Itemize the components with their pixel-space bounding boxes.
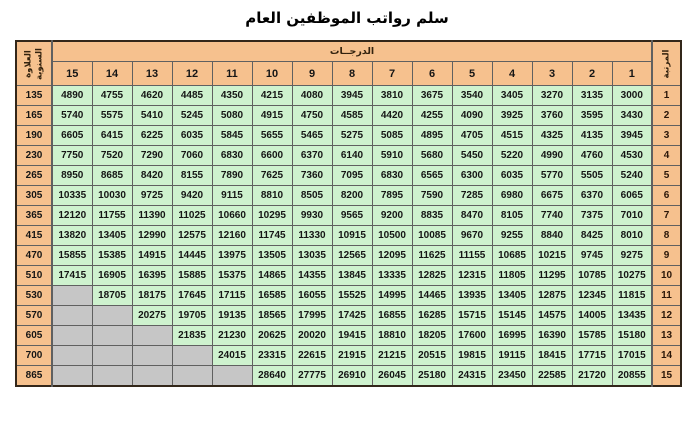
salary-cell: 16395 [132, 266, 172, 286]
salary-cell: 15855 [52, 246, 92, 266]
salary-cell: 9255 [492, 226, 532, 246]
salary-cell: 27775 [292, 366, 332, 387]
salary-cell: 6140 [332, 146, 372, 166]
salary-cell: 17115 [212, 286, 252, 306]
table-row [16, 346, 681, 366]
increment-cell: 415 [16, 226, 52, 246]
salary-cell: 4760 [572, 146, 612, 166]
salary-cell: 18415 [532, 346, 572, 366]
salary-cell: 16285 [412, 306, 452, 326]
salary-cell: 4530 [612, 146, 652, 166]
table-row [16, 186, 681, 206]
salary-cell: 12315 [452, 266, 492, 286]
salary-cell: 7375 [572, 206, 612, 226]
empty-cell [52, 286, 92, 306]
salary-cell: 8810 [252, 186, 292, 206]
salary-cell: 21230 [212, 326, 252, 346]
salary-cell: 10215 [532, 246, 572, 266]
salary-cell: 8505 [292, 186, 332, 206]
salary-cell: 15180 [612, 326, 652, 346]
salary-cell: 15385 [92, 246, 132, 266]
salary-cell: 4750 [292, 106, 332, 126]
table-row [16, 306, 681, 326]
salary-cell: 6675 [532, 186, 572, 206]
grade-column-header: 2 [572, 62, 612, 86]
salary-cell: 13435 [612, 306, 652, 326]
empty-cell [92, 306, 132, 326]
table-row [16, 126, 681, 146]
salary-cell: 3810 [372, 86, 412, 106]
rank-cell: 11 [652, 286, 681, 306]
salary-cell: 17425 [332, 306, 372, 326]
grade-column-header: 11 [212, 62, 252, 86]
salary-scale-table [15, 40, 682, 387]
rank-cell: 6 [652, 186, 681, 206]
salary-cell: 16995 [492, 326, 532, 346]
salary-cell: 6035 [172, 126, 212, 146]
salary-cell: 13935 [452, 286, 492, 306]
salary-cell: 14865 [252, 266, 292, 286]
grade-columns-row [16, 62, 681, 86]
salary-cell: 15885 [172, 266, 212, 286]
table-row [16, 326, 681, 346]
increment-cell: 865 [16, 366, 52, 387]
salary-cell: 3000 [612, 86, 652, 106]
salary-cell: 10295 [252, 206, 292, 226]
salary-cell: 13035 [292, 246, 332, 266]
salary-cell: 11155 [452, 246, 492, 266]
salary-cell: 3945 [612, 126, 652, 146]
empty-cell [132, 366, 172, 387]
rank-cell: 10 [652, 266, 681, 286]
salary-cell: 7890 [212, 166, 252, 186]
table-row [16, 106, 681, 126]
salary-cell: 10500 [372, 226, 412, 246]
salary-cell: 8470 [452, 206, 492, 226]
increment-cell: 365 [16, 206, 52, 226]
rank-cell: 13 [652, 326, 681, 346]
rank-cell: 5 [652, 166, 681, 186]
salary-cell: 5245 [172, 106, 212, 126]
rank-cell: 2 [652, 106, 681, 126]
salary-cell: 4080 [292, 86, 332, 106]
salary-cell: 8200 [332, 186, 372, 206]
salary-cell: 13335 [372, 266, 412, 286]
increment-cell: 305 [16, 186, 52, 206]
salary-cell: 6415 [92, 126, 132, 146]
salary-cell: 21835 [172, 326, 212, 346]
salary-cell: 9420 [172, 186, 212, 206]
salary-cell: 11295 [532, 266, 572, 286]
rank-cell: 15 [652, 366, 681, 387]
salary-cell: 23450 [492, 366, 532, 387]
salary-cell: 3595 [572, 106, 612, 126]
salary-cell: 9670 [452, 226, 492, 246]
salary-cell: 20275 [132, 306, 172, 326]
salary-cell: 14355 [292, 266, 332, 286]
salary-cell: 20515 [412, 346, 452, 366]
table-row [16, 246, 681, 266]
salary-cell: 20020 [292, 326, 332, 346]
salary-cell: 14005 [572, 306, 612, 326]
salary-cell: 5080 [212, 106, 252, 126]
salary-cell: 4515 [492, 126, 532, 146]
empty-cell [52, 366, 92, 387]
salary-cell: 4585 [332, 106, 372, 126]
salary-cell: 7060 [172, 146, 212, 166]
increment-cell: 510 [16, 266, 52, 286]
empty-cell [92, 346, 132, 366]
salary-cell: 15715 [452, 306, 492, 326]
empty-cell [212, 366, 252, 387]
salary-cell: 26045 [372, 366, 412, 387]
salary-cell: 13505 [252, 246, 292, 266]
salary-cell: 13845 [332, 266, 372, 286]
salary-cell: 6830 [372, 166, 412, 186]
salary-cell: 6065 [612, 186, 652, 206]
salary-cell: 5450 [452, 146, 492, 166]
salary-cell: 18705 [92, 286, 132, 306]
salary-cell: 15785 [572, 326, 612, 346]
salary-cell: 7895 [372, 186, 412, 206]
salary-cell: 12875 [532, 286, 572, 306]
salary-cell: 6605 [52, 126, 92, 146]
increment-cell: 230 [16, 146, 52, 166]
salary-cell: 6980 [492, 186, 532, 206]
salary-cell: 12160 [212, 226, 252, 246]
salary-cell: 11390 [132, 206, 172, 226]
grade-column-header: 4 [492, 62, 532, 86]
salary-cell: 4705 [452, 126, 492, 146]
salary-cell: 4620 [132, 86, 172, 106]
salary-cell: 26910 [332, 366, 372, 387]
increment-cell: 265 [16, 166, 52, 186]
salary-cell: 8155 [172, 166, 212, 186]
salary-cell: 19135 [212, 306, 252, 326]
header-row-top [16, 41, 681, 62]
salary-cell: 3430 [612, 106, 652, 126]
salary-cell: 16855 [372, 306, 412, 326]
salary-cell: 8010 [612, 226, 652, 246]
salary-cell: 10275 [612, 266, 652, 286]
salary-cell: 5575 [92, 106, 132, 126]
rank-header-label: المرتبة [661, 49, 672, 78]
salary-cell: 17600 [452, 326, 492, 346]
salary-cell: 10660 [212, 206, 252, 226]
salary-cell: 7750 [52, 146, 92, 166]
salary-cell: 5410 [132, 106, 172, 126]
salary-cell: 5085 [372, 126, 412, 146]
table-row [16, 266, 681, 286]
salary-cell: 4485 [172, 86, 212, 106]
salary-cell: 5505 [572, 166, 612, 186]
salary-cell: 19815 [452, 346, 492, 366]
salary-cell: 17645 [172, 286, 212, 306]
salary-cell: 9115 [212, 186, 252, 206]
salary-cell: 3945 [332, 86, 372, 106]
salary-cell: 18205 [412, 326, 452, 346]
salary-cell: 6565 [412, 166, 452, 186]
salary-cell: 5680 [412, 146, 452, 166]
increment-cell: 530 [16, 286, 52, 306]
increment-cell: 135 [16, 86, 52, 106]
salary-cell: 4255 [412, 106, 452, 126]
salary-cell: 17015 [612, 346, 652, 366]
salary-cell: 6600 [252, 146, 292, 166]
salary-cell: 7740 [532, 206, 572, 226]
salary-cell: 4420 [372, 106, 412, 126]
grade-column-header: 5 [452, 62, 492, 86]
increment-cell: 605 [16, 326, 52, 346]
rank-cell: 7 [652, 206, 681, 226]
salary-cell: 11025 [172, 206, 212, 226]
salary-cell: 25180 [412, 366, 452, 387]
increment-cell: 470 [16, 246, 52, 266]
salary-cell: 11815 [612, 286, 652, 306]
rank-cell: 1 [652, 86, 681, 106]
increment-cell: 700 [16, 346, 52, 366]
salary-cell: 8685 [92, 166, 132, 186]
salary-cell: 20855 [612, 366, 652, 387]
grade-column-header: 6 [412, 62, 452, 86]
empty-cell [172, 366, 212, 387]
rank-cell: 3 [652, 126, 681, 146]
salary-cell: 4350 [212, 86, 252, 106]
salary-cell: 11330 [292, 226, 332, 246]
salary-cell: 3760 [532, 106, 572, 126]
salary-cell: 6225 [132, 126, 172, 146]
salary-cell: 3540 [452, 86, 492, 106]
salary-cell: 13405 [92, 226, 132, 246]
salary-cell: 10915 [332, 226, 372, 246]
salary-cell: 4215 [252, 86, 292, 106]
salary-cell: 16055 [292, 286, 332, 306]
salary-cell: 10085 [412, 226, 452, 246]
salary-cell: 8425 [572, 226, 612, 246]
table-row [16, 366, 681, 387]
salary-cell: 8835 [412, 206, 452, 226]
salary-cell: 10335 [52, 186, 92, 206]
grades-header: الدرجــات [52, 41, 652, 62]
salary-cell: 5845 [212, 126, 252, 146]
salary-cell: 9725 [132, 186, 172, 206]
salary-cell: 11805 [492, 266, 532, 286]
salary-cell: 7285 [452, 186, 492, 206]
salary-cell: 5240 [612, 166, 652, 186]
salary-cell: 6830 [212, 146, 252, 166]
salary-cell: 8840 [532, 226, 572, 246]
rank-cell: 9 [652, 246, 681, 266]
empty-cell [52, 326, 92, 346]
salary-cell: 11625 [412, 246, 452, 266]
salary-cell: 5275 [332, 126, 372, 146]
salary-cell: 4890 [52, 86, 92, 106]
table-row [16, 86, 681, 106]
salary-cell: 21720 [572, 366, 612, 387]
salary-cell: 24015 [212, 346, 252, 366]
empty-cell [132, 326, 172, 346]
salary-cell: 5220 [492, 146, 532, 166]
salary-cell: 10030 [92, 186, 132, 206]
salary-cell: 9565 [332, 206, 372, 226]
salary-cell: 19705 [172, 306, 212, 326]
salary-cell: 15525 [332, 286, 372, 306]
page-title: سلم رواتب الموظفين العام [245, 9, 449, 27]
salary-cell: 12825 [412, 266, 452, 286]
salary-cell: 15145 [492, 306, 532, 326]
salary-cell: 19115 [492, 346, 532, 366]
empty-cell [172, 346, 212, 366]
increment-cell: 570 [16, 306, 52, 326]
salary-cell: 22585 [532, 366, 572, 387]
salary-cell: 4090 [452, 106, 492, 126]
salary-cell: 21215 [372, 346, 412, 366]
salary-cell: 7360 [292, 166, 332, 186]
salary-cell: 13975 [212, 246, 252, 266]
salary-cell: 17995 [292, 306, 332, 326]
empty-cell [52, 346, 92, 366]
grade-column-header: 1 [612, 62, 652, 86]
empty-cell [92, 326, 132, 346]
grade-column-header: 10 [252, 62, 292, 86]
salary-cell: 12345 [572, 286, 612, 306]
salary-cell: 18175 [132, 286, 172, 306]
increment-cell: 165 [16, 106, 52, 126]
annual-increment-header [16, 41, 52, 86]
salary-cell: 3675 [412, 86, 452, 106]
salary-cell: 16390 [532, 326, 572, 346]
table-row [16, 206, 681, 226]
rank-cell: 12 [652, 306, 681, 326]
empty-cell [52, 306, 92, 326]
rank-cell: 8 [652, 226, 681, 246]
salary-cell: 3925 [492, 106, 532, 126]
table-row [16, 286, 681, 306]
salary-cell: 5740 [52, 106, 92, 126]
salary-cell: 9200 [372, 206, 412, 226]
salary-cell: 8105 [492, 206, 532, 226]
salary-cell: 14915 [132, 246, 172, 266]
salary-cell: 17415 [52, 266, 92, 286]
salary-cell: 7290 [132, 146, 172, 166]
salary-cell: 10685 [492, 246, 532, 266]
grade-column-header: 13 [132, 62, 172, 86]
rank-header [652, 41, 681, 86]
empty-cell [132, 346, 172, 366]
salary-cell: 21915 [332, 346, 372, 366]
salary-cell: 17715 [572, 346, 612, 366]
salary-cell: 18810 [372, 326, 412, 346]
salary-cell: 7625 [252, 166, 292, 186]
salary-cell: 14995 [372, 286, 412, 306]
salary-cell: 13820 [52, 226, 92, 246]
grade-column-header: 8 [332, 62, 372, 86]
salary-cell: 11755 [92, 206, 132, 226]
salary-cell: 4755 [92, 86, 132, 106]
salary-cell: 23315 [252, 346, 292, 366]
salary-cell: 5465 [292, 126, 332, 146]
salary-cell: 9745 [572, 246, 612, 266]
salary-cell: 7590 [412, 186, 452, 206]
salary-cell: 6370 [572, 186, 612, 206]
salary-cell: 9275 [612, 246, 652, 266]
salary-cell: 11745 [252, 226, 292, 246]
salary-cell: 4135 [572, 126, 612, 146]
salary-cell: 22615 [292, 346, 332, 366]
salary-cell: 24315 [452, 366, 492, 387]
salary-cell: 14465 [412, 286, 452, 306]
salary-cell: 12990 [132, 226, 172, 246]
salary-cell: 9930 [292, 206, 332, 226]
grade-column-header: 15 [52, 62, 92, 86]
grade-column-header: 3 [532, 62, 572, 86]
table-row [16, 146, 681, 166]
salary-cell: 4915 [252, 106, 292, 126]
salary-cell: 19415 [332, 326, 372, 346]
salary-cell: 7095 [332, 166, 372, 186]
salary-cell: 5910 [372, 146, 412, 166]
salary-cell: 5770 [532, 166, 572, 186]
salary-cell: 7520 [92, 146, 132, 166]
salary-cell: 14445 [172, 246, 212, 266]
salary-cell: 12565 [332, 246, 372, 266]
salary-cell: 6370 [292, 146, 332, 166]
salary-cell: 3270 [532, 86, 572, 106]
salary-cell: 3135 [572, 86, 612, 106]
salary-cell: 8950 [52, 166, 92, 186]
salary-cell: 28640 [252, 366, 292, 387]
salary-cell: 4895 [412, 126, 452, 146]
salary-cell: 14575 [532, 306, 572, 326]
grade-column-header: 14 [92, 62, 132, 86]
grade-column-header: 7 [372, 62, 412, 86]
salary-cell: 15375 [212, 266, 252, 286]
salary-cell: 20625 [252, 326, 292, 346]
table-row [16, 166, 681, 186]
annual-increment-header-label: العلاوة السنوية [23, 47, 44, 80]
salary-cell: 3405 [492, 86, 532, 106]
salary-cell: 4990 [532, 146, 572, 166]
salary-cell: 13405 [492, 286, 532, 306]
rank-cell: 14 [652, 346, 681, 366]
salary-cell: 7010 [612, 206, 652, 226]
salary-cell: 4325 [532, 126, 572, 146]
empty-cell [92, 366, 132, 387]
salary-cell: 18565 [252, 306, 292, 326]
salary-cell: 12095 [372, 246, 412, 266]
salary-cell: 10785 [572, 266, 612, 286]
salary-cell: 16585 [252, 286, 292, 306]
salary-cell: 8420 [132, 166, 172, 186]
salary-cell: 6300 [452, 166, 492, 186]
salary-cell: 5655 [252, 126, 292, 146]
salary-cell: 6035 [492, 166, 532, 186]
rank-cell: 4 [652, 146, 681, 166]
grade-column-header: 12 [172, 62, 212, 86]
salary-cell: 12120 [52, 206, 92, 226]
salary-cell: 16905 [92, 266, 132, 286]
table-row [16, 226, 681, 246]
salary-cell: 12575 [172, 226, 212, 246]
grade-column-header: 9 [292, 62, 332, 86]
increment-cell: 190 [16, 126, 52, 146]
